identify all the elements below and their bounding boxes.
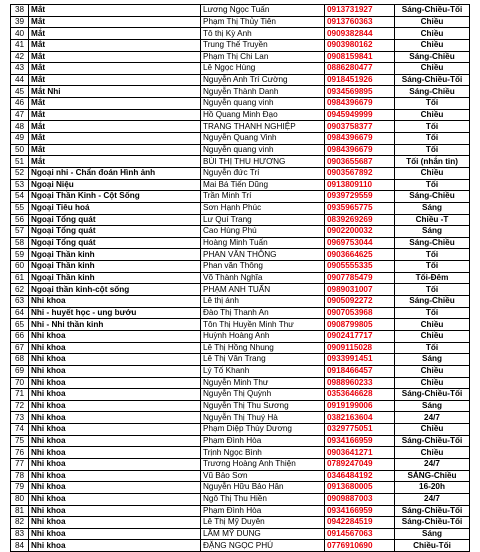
- specialty-cell: Nhi khoa: [29, 365, 201, 377]
- phone-cell: 0907053968: [325, 307, 395, 319]
- specialty-cell: Mắt: [29, 121, 201, 133]
- schedule-cell: Tối: [395, 261, 470, 273]
- row-number: 39: [11, 16, 29, 28]
- table-row: [11, 412, 470, 424]
- doctor-name-cell: Đào Thị Thanh An: [201, 307, 325, 319]
- row-number: 47: [11, 109, 29, 121]
- schedule-cell: Chiều: [395, 330, 470, 342]
- doctor-name-cell: Phạm Đình Hòa: [201, 435, 325, 447]
- doctor-name-cell: Nguyễn quang vinh: [201, 144, 325, 156]
- specialty-cell: Ngoại Niệu: [29, 179, 201, 191]
- doctor-name-cell: Nguyễn Thị Quỳnh: [201, 389, 325, 401]
- phone-cell: 0933991451: [325, 354, 395, 366]
- doctor-name-cell: Lê Ngọc Hùng: [201, 63, 325, 75]
- table-row: [11, 191, 470, 203]
- schedule-cell: Tối: [395, 249, 470, 261]
- doctor-name-cell: Trịnh Ngọc Bình: [201, 447, 325, 459]
- specialty-cell: Nhi khoa: [29, 424, 201, 436]
- doctor-name-cell: Lê Thị Hồng Nhung: [201, 342, 325, 354]
- doctor-name-cell: Lê Thị Vân Trang: [201, 354, 325, 366]
- row-number: 78: [11, 470, 29, 482]
- table-row: [11, 144, 470, 156]
- row-number: 59: [11, 249, 29, 261]
- row-number: 69: [11, 365, 29, 377]
- row-number: 76: [11, 447, 29, 459]
- doctor-name-cell: Nguyễn Minh Thư: [201, 377, 325, 389]
- schedule-cell: Chiều: [395, 447, 470, 459]
- doctor-name-cell: Phạm Thị Thủy Tiên: [201, 16, 325, 28]
- specialty-cell: Nhi khoa: [29, 505, 201, 517]
- phone-cell: 0913731927: [325, 5, 395, 17]
- doctor-name-cell: Nguyễn quang vinh: [201, 98, 325, 110]
- doctor-name-cell: Huỳnh Hoàng Anh: [201, 330, 325, 342]
- doctor-directory-table: [10, 4, 470, 552]
- specialty-cell: Nhi khoa: [29, 412, 201, 424]
- table-row: [11, 74, 470, 86]
- doctor-name-cell: Trương Hoàng Anh Thiện: [201, 458, 325, 470]
- specialty-cell: Nhi khoa: [29, 482, 201, 494]
- specialty-cell: Nhi khoa: [29, 493, 201, 505]
- doctor-name-cell: Hồ Quang Minh Đạo: [201, 109, 325, 121]
- specialty-cell: Mắt: [29, 133, 201, 145]
- phone-cell: 0903655687: [325, 156, 395, 168]
- table-row: [11, 261, 470, 273]
- table-row: [11, 272, 470, 284]
- table-row: [11, 179, 470, 191]
- schedule-cell: Chiều: [395, 319, 470, 331]
- specialty-cell: Nhi khoa: [29, 400, 201, 412]
- table-row: [11, 226, 470, 238]
- table-row: [11, 51, 470, 63]
- specialty-cell: Mắt: [29, 109, 201, 121]
- row-number: 70: [11, 377, 29, 389]
- specialty-cell: Nhi khoa: [29, 458, 201, 470]
- schedule-cell: Tối: [395, 133, 470, 145]
- doctor-name-cell: Lư Quí Trang: [201, 214, 325, 226]
- schedule-cell: Sáng-Chiều-Tối: [395, 505, 470, 517]
- table-row: [11, 16, 470, 28]
- phone-cell: 0913760363: [325, 16, 395, 28]
- specialty-cell: Ngoại Tiêu hoá: [29, 202, 201, 214]
- table-row: [11, 5, 470, 17]
- row-number: 75: [11, 435, 29, 447]
- row-number: 53: [11, 179, 29, 191]
- table-row: [11, 28, 470, 40]
- phone-cell: 0789247049: [325, 458, 395, 470]
- row-number: 80: [11, 493, 29, 505]
- specialty-cell: Mắt: [29, 144, 201, 156]
- schedule-cell: Sáng-Chiều-Tối: [395, 517, 470, 529]
- doctor-name-cell: Lý Tố Khanh: [201, 365, 325, 377]
- phone-cell: 0908159841: [325, 51, 395, 63]
- schedule-cell: Chiều: [395, 28, 470, 40]
- table-row: [11, 249, 470, 261]
- row-number: 38: [11, 5, 29, 17]
- row-number: 43: [11, 63, 29, 75]
- phone-cell: 0935965775: [325, 202, 395, 214]
- schedule-cell: Tối: [395, 307, 470, 319]
- phone-cell: 0839269269: [325, 214, 395, 226]
- schedule-cell: Sáng: [395, 202, 470, 214]
- specialty-cell: Nhi - Nhi thần kinh: [29, 319, 201, 331]
- specialty-cell: Nhi khoa: [29, 470, 201, 482]
- schedule-cell: 16-20h: [395, 482, 470, 494]
- doctor-name-cell: BÙI THỊ THU HƯƠNG: [201, 156, 325, 168]
- row-number: 64: [11, 307, 29, 319]
- table-row: [11, 319, 470, 331]
- doctor-name-cell: Nguyễn Thị Thuý Hà: [201, 412, 325, 424]
- specialty-cell: Mắt: [29, 5, 201, 17]
- doctor-name-cell: Vũ Bảo Sơn: [201, 470, 325, 482]
- phone-cell: 0346484192: [325, 470, 395, 482]
- schedule-cell: Tối: [395, 284, 470, 296]
- table-row: [11, 98, 470, 110]
- schedule-cell: Sáng-Chiều: [395, 86, 470, 98]
- table-body: [11, 5, 470, 552]
- table-row: [11, 470, 470, 482]
- row-number: 42: [11, 51, 29, 63]
- doctor-name-cell: ĐẶNG NGỌC PHÚ: [201, 540, 325, 552]
- specialty-cell: Nhi khoa: [29, 296, 201, 308]
- specialty-cell: Ngoại Thần Kinh - Cột Sống: [29, 191, 201, 203]
- specialty-cell: Ngoại nhi - Chẩn đoán Hình ảnh: [29, 167, 201, 179]
- phone-cell: 0903664625: [325, 249, 395, 261]
- row-number: 65: [11, 319, 29, 331]
- specialty-cell: Mắt: [29, 16, 201, 28]
- phone-cell: 0934569895: [325, 86, 395, 98]
- specialty-cell: Mắt: [29, 28, 201, 40]
- row-number: 58: [11, 237, 29, 249]
- row-number: 84: [11, 540, 29, 552]
- table-row: [11, 342, 470, 354]
- doctor-name-cell: TRANG THANH NGHIỆP: [201, 121, 325, 133]
- row-number: 49: [11, 133, 29, 145]
- table-row: [11, 540, 470, 552]
- schedule-cell: Sáng-Chiều-Tối: [395, 435, 470, 447]
- phone-cell: 0918466457: [325, 365, 395, 377]
- schedule-cell: SÁNG-Chiều: [395, 470, 470, 482]
- row-number: 45: [11, 86, 29, 98]
- doctor-name-cell: PHẠM ANH TUẤN: [201, 284, 325, 296]
- phone-cell: 0969753044: [325, 237, 395, 249]
- phone-cell: 0903758377: [325, 121, 395, 133]
- table-row: [11, 505, 470, 517]
- row-number: 72: [11, 400, 29, 412]
- schedule-cell: Chiều: [395, 365, 470, 377]
- schedule-cell: 24/7: [395, 458, 470, 470]
- doctor-name-cell: Phạm Diệp Thùy Dương: [201, 424, 325, 436]
- phone-cell: 0984396679: [325, 144, 395, 156]
- schedule-cell: Chiều: [395, 16, 470, 28]
- phone-cell: 0988960233: [325, 377, 395, 389]
- specialty-cell: Nhi khoa: [29, 517, 201, 529]
- specialty-cell: Ngoại Tổng quát: [29, 214, 201, 226]
- table-row: [11, 458, 470, 470]
- schedule-cell: Tối: [395, 144, 470, 156]
- schedule-cell: Sáng-Chiều-Tối: [395, 5, 470, 17]
- row-number: 62: [11, 284, 29, 296]
- table-row: [11, 63, 470, 75]
- specialty-cell: Mắt: [29, 39, 201, 51]
- phone-cell: 0984396679: [325, 133, 395, 145]
- table-row: [11, 330, 470, 342]
- phone-cell: 0984396679: [325, 98, 395, 110]
- schedule-cell: 24/7: [395, 412, 470, 424]
- phone-cell: 0902417717: [325, 330, 395, 342]
- specialty-cell: Mắt Nhi: [29, 86, 201, 98]
- doctor-name-cell: Nguyễn Anh Trí Cường: [201, 74, 325, 86]
- specialty-cell: Mắt: [29, 98, 201, 110]
- phone-cell: 0903980162: [325, 39, 395, 51]
- specialty-cell: Ngoại Tổng quát: [29, 226, 201, 238]
- phone-cell: 0919199006: [325, 400, 395, 412]
- schedule-cell: Chiều: [395, 167, 470, 179]
- phone-cell: 0902200032: [325, 226, 395, 238]
- phone-cell: 0776910690: [325, 540, 395, 552]
- specialty-cell: Nhi khoa: [29, 435, 201, 447]
- schedule-cell: Sáng-Chiều: [395, 191, 470, 203]
- specialty-cell: Mắt: [29, 51, 201, 63]
- schedule-cell: Chiều -T: [395, 214, 470, 226]
- doctor-name-cell: Ngô Thị Thu Hiền: [201, 493, 325, 505]
- phone-cell: 0934166959: [325, 505, 395, 517]
- schedule-cell: Chiều: [395, 424, 470, 436]
- specialty-cell: Mắt: [29, 156, 201, 168]
- phone-cell: 0914567063: [325, 528, 395, 540]
- row-number: 50: [11, 144, 29, 156]
- row-number: 71: [11, 389, 29, 401]
- table-row: [11, 528, 470, 540]
- phone-cell: 0903641271: [325, 447, 395, 459]
- row-number: 48: [11, 121, 29, 133]
- phone-cell: 0913809110: [325, 179, 395, 191]
- schedule-cell: Sáng: [395, 528, 470, 540]
- phone-cell: 0909887003: [325, 493, 395, 505]
- row-number: 79: [11, 482, 29, 494]
- row-number: 82: [11, 517, 29, 529]
- doctor-name-cell: Nguyễn Quang Vinh: [201, 133, 325, 145]
- table-row: [11, 133, 470, 145]
- doctor-name-cell: PHAN VĂN THÔNG: [201, 249, 325, 261]
- table-row: [11, 167, 470, 179]
- row-number: 44: [11, 74, 29, 86]
- specialty-cell: Nhi khoa: [29, 342, 201, 354]
- doctor-name-cell: Tôn Thị Huyền Minh Thư: [201, 319, 325, 331]
- table-row: [11, 307, 470, 319]
- doctor-name-cell: Lương Ngọc Tuấn: [201, 5, 325, 17]
- schedule-cell: Tối: [395, 342, 470, 354]
- table-row: [11, 424, 470, 436]
- doctor-name-cell: Hoàng Minh Tuấn: [201, 237, 325, 249]
- specialty-cell: Nhi khoa: [29, 389, 201, 401]
- doctor-name-cell: Trần Minh Trí: [201, 191, 325, 203]
- doctor-name-cell: Phạm Đình Hòa: [201, 505, 325, 517]
- table-row: [11, 377, 470, 389]
- table-row: [11, 237, 470, 249]
- schedule-cell: Tối: [395, 121, 470, 133]
- doctor-name-cell: LÂM MỸ DUNG: [201, 528, 325, 540]
- table-row: [11, 389, 470, 401]
- schedule-cell: Sáng-Chiều: [395, 296, 470, 308]
- table-row: [11, 400, 470, 412]
- phone-cell: 0907785479: [325, 272, 395, 284]
- specialty-cell: Mắt: [29, 63, 201, 75]
- table-row: [11, 517, 470, 529]
- schedule-cell: Sáng: [395, 354, 470, 366]
- row-number: 67: [11, 342, 29, 354]
- doctor-name-cell: Nguyễn Thị Thu Sương: [201, 400, 325, 412]
- schedule-cell: Sáng: [395, 226, 470, 238]
- phone-cell: 0905092272: [325, 296, 395, 308]
- row-number: 46: [11, 98, 29, 110]
- schedule-cell: Chiều: [395, 39, 470, 51]
- table-row: [11, 284, 470, 296]
- table-row: [11, 39, 470, 51]
- row-number: 73: [11, 412, 29, 424]
- row-number: 63: [11, 296, 29, 308]
- doctor-name-cell: Tô thị Kỳ Anh: [201, 28, 325, 40]
- row-number: 40: [11, 28, 29, 40]
- phone-cell: 0382163604: [325, 412, 395, 424]
- row-number: 68: [11, 354, 29, 366]
- doctor-name-cell: Phạm Thị Chi Lan: [201, 51, 325, 63]
- schedule-cell: Tối-Đêm: [395, 272, 470, 284]
- schedule-cell: Chiều: [395, 63, 470, 75]
- specialty-cell: Ngoại thần kinh-cột sống: [29, 284, 201, 296]
- table-row: [11, 482, 470, 494]
- phone-cell: 0989031007: [325, 284, 395, 296]
- schedule-cell: Sáng-Chiều-Tối: [395, 74, 470, 86]
- specialty-cell: Ngoại Thần kinh: [29, 261, 201, 273]
- specialty-cell: Ngoại Thần kinh: [29, 272, 201, 284]
- specialty-cell: Nhi khoa: [29, 354, 201, 366]
- doctor-name-cell: Nguyễn Hữu Bảo Hân: [201, 482, 325, 494]
- table-row: [11, 296, 470, 308]
- phone-cell: 0353646628: [325, 389, 395, 401]
- specialty-cell: Nhi khoa: [29, 540, 201, 552]
- table-row: [11, 156, 470, 168]
- schedule-cell: Chiều-Tối: [395, 540, 470, 552]
- specialty-cell: Ngoại Tổng quát: [29, 237, 201, 249]
- phone-cell: 0903567892: [325, 167, 395, 179]
- table-row: [11, 435, 470, 447]
- table-row: [11, 354, 470, 366]
- schedule-cell: Tối: [395, 179, 470, 191]
- row-number: 66: [11, 330, 29, 342]
- row-number: 74: [11, 424, 29, 436]
- phone-cell: 0913680005: [325, 482, 395, 494]
- row-number: 52: [11, 167, 29, 179]
- table-row: [11, 214, 470, 226]
- phone-cell: 0934166959: [325, 435, 395, 447]
- specialty-cell: Nhi khoa: [29, 447, 201, 459]
- schedule-cell: Tối: [395, 98, 470, 110]
- schedule-cell: Chiều: [395, 109, 470, 121]
- row-number: 57: [11, 226, 29, 238]
- table-row: [11, 202, 470, 214]
- row-number: 55: [11, 202, 29, 214]
- phone-cell: 0908799805: [325, 319, 395, 331]
- table-row: [11, 109, 470, 121]
- specialty-cell: Mắt: [29, 74, 201, 86]
- phone-cell: 0942284519: [325, 517, 395, 529]
- phone-cell: 0886280477: [325, 63, 395, 75]
- schedule-cell: 24/7: [395, 493, 470, 505]
- doctor-name-cell: Mai Bá Tiến Dũng: [201, 179, 325, 191]
- doctor-name-cell: Nguyễn Thành Danh: [201, 86, 325, 98]
- phone-cell: 0909115028: [325, 342, 395, 354]
- table-row: [11, 447, 470, 459]
- doctor-name-cell: Lê Thị Mỹ Duyên: [201, 517, 325, 529]
- schedule-cell: Sáng: [395, 400, 470, 412]
- row-number: 81: [11, 505, 29, 517]
- specialty-cell: Nhi - huyết học - ung bướu: [29, 307, 201, 319]
- doctor-name-cell: Nguyễn đức Trí: [201, 167, 325, 179]
- table-row: [11, 86, 470, 98]
- phone-cell: 0939729559: [325, 191, 395, 203]
- phone-cell: 0945949999: [325, 109, 395, 121]
- row-number: 41: [11, 39, 29, 51]
- doctor-name-cell: Phan văn Thông: [201, 261, 325, 273]
- table-row: [11, 493, 470, 505]
- schedule-cell: Sáng-Chiều: [395, 51, 470, 63]
- schedule-cell: Chiều: [395, 377, 470, 389]
- schedule-cell: Sáng-Chiều-Tối: [395, 389, 470, 401]
- doctor-name-cell: Cao Hùng Phú: [201, 226, 325, 238]
- phone-cell: 0909382844: [325, 28, 395, 40]
- row-number: 61: [11, 272, 29, 284]
- doctor-name-cell: Trung Thế Truyền: [201, 39, 325, 51]
- row-number: 51: [11, 156, 29, 168]
- row-number: 54: [11, 191, 29, 203]
- schedule-cell: Sáng-Chiều: [395, 237, 470, 249]
- row-number: 83: [11, 528, 29, 540]
- table-row: [11, 121, 470, 133]
- row-number: 77: [11, 458, 29, 470]
- specialty-cell: Nhi khoa: [29, 330, 201, 342]
- doctor-name-cell: Lê thị ánh: [201, 296, 325, 308]
- table-row: [11, 365, 470, 377]
- specialty-cell: Nhi khoa: [29, 528, 201, 540]
- doctor-name-cell: Sơn Hạnh Phúc: [201, 202, 325, 214]
- phone-cell: 0918451926: [325, 74, 395, 86]
- specialty-cell: Ngoại Thần kinh: [29, 249, 201, 261]
- row-number: 56: [11, 214, 29, 226]
- row-number: 60: [11, 261, 29, 273]
- specialty-cell: Nhi khoa: [29, 377, 201, 389]
- phone-cell: 0329775051: [325, 424, 395, 436]
- schedule-cell: Tối (nhắn tin): [395, 156, 470, 168]
- doctor-name-cell: Võ Thành Nghĩa: [201, 272, 325, 284]
- phone-cell: 0905555335: [325, 261, 395, 273]
